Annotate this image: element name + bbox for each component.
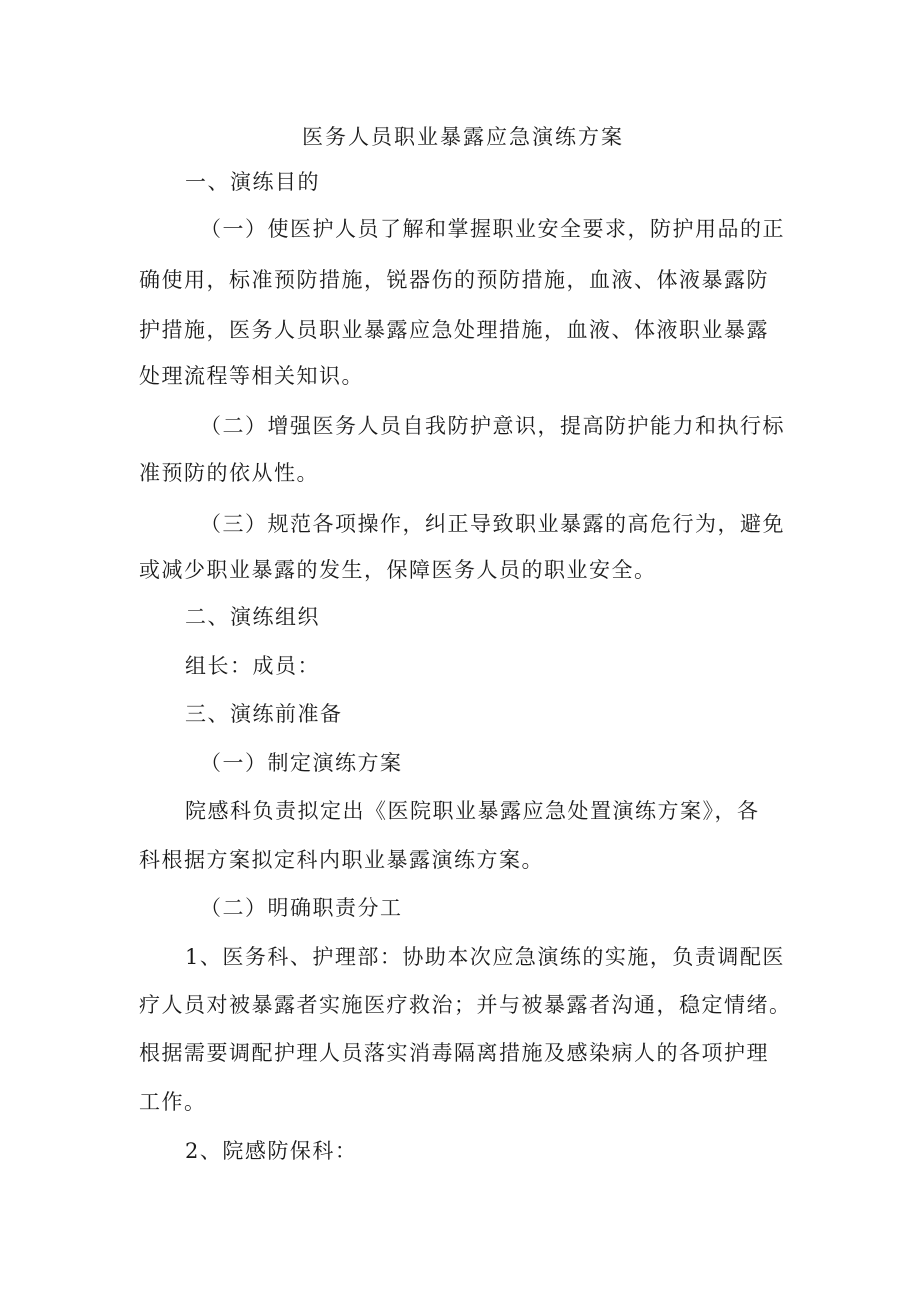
paragraph-line: 准预防的依从性。	[139, 461, 319, 485]
subheading: （二）明确职责分工	[200, 896, 403, 920]
paragraph-line: 确使用，标准预防措施，锐器伤的预防措施，血液、体液暴露防	[139, 268, 769, 292]
paragraph-line: 根据需要调配护理人员落实消毒隔离措施及感染病人的各项护理	[139, 1041, 769, 1065]
paragraph-line: （三）规范各项操作，纠正导致职业暴露的高危行为，避免	[200, 512, 785, 536]
paragraph-line: 2、院感防保科：	[185, 1139, 358, 1163]
section-heading-purpose: 一、演练目的	[185, 170, 320, 194]
paragraph-line: 或减少职业暴露的发生，保障医务人员的职业安全。	[139, 558, 657, 582]
paragraph-line: 工作。	[139, 1090, 207, 1114]
section-heading-preparation: 三、演练前准备	[185, 702, 343, 726]
paragraph-line: 护措施，医务人员职业暴露应急处理措施，血液、体液职业暴露	[139, 318, 769, 342]
document-title: 医务人员职业暴露应急演练方案	[302, 125, 624, 149]
paragraph-line: 院感科负责拟定出《医院职业暴露应急处置演练方案》，各	[185, 799, 760, 823]
paragraph-line: （一）使医护人员了解和掌握职业安全要求，防护用品的正	[200, 217, 785, 241]
paragraph-line: 组长：成员：	[185, 654, 320, 678]
paragraph-line: 科根据方案拟定科内职业暴露演练方案。	[139, 848, 544, 872]
paragraph-line: （二）增强医务人员自我防护意识，提高防护能力和执行标	[200, 414, 785, 438]
paragraph-line: 疗人员对被暴露者实施医疗救治；并与被暴露者沟通，稳定情绪。	[139, 993, 792, 1017]
paragraph-line: 1、医务科、护理部：协助本次应急演练的实施，负责调配医	[185, 945, 785, 969]
subheading: （一）制定演练方案	[200, 751, 403, 775]
paragraph-line: 处理流程等相关知识。	[139, 364, 364, 388]
section-heading-organization: 二、演练组织	[185, 605, 320, 629]
